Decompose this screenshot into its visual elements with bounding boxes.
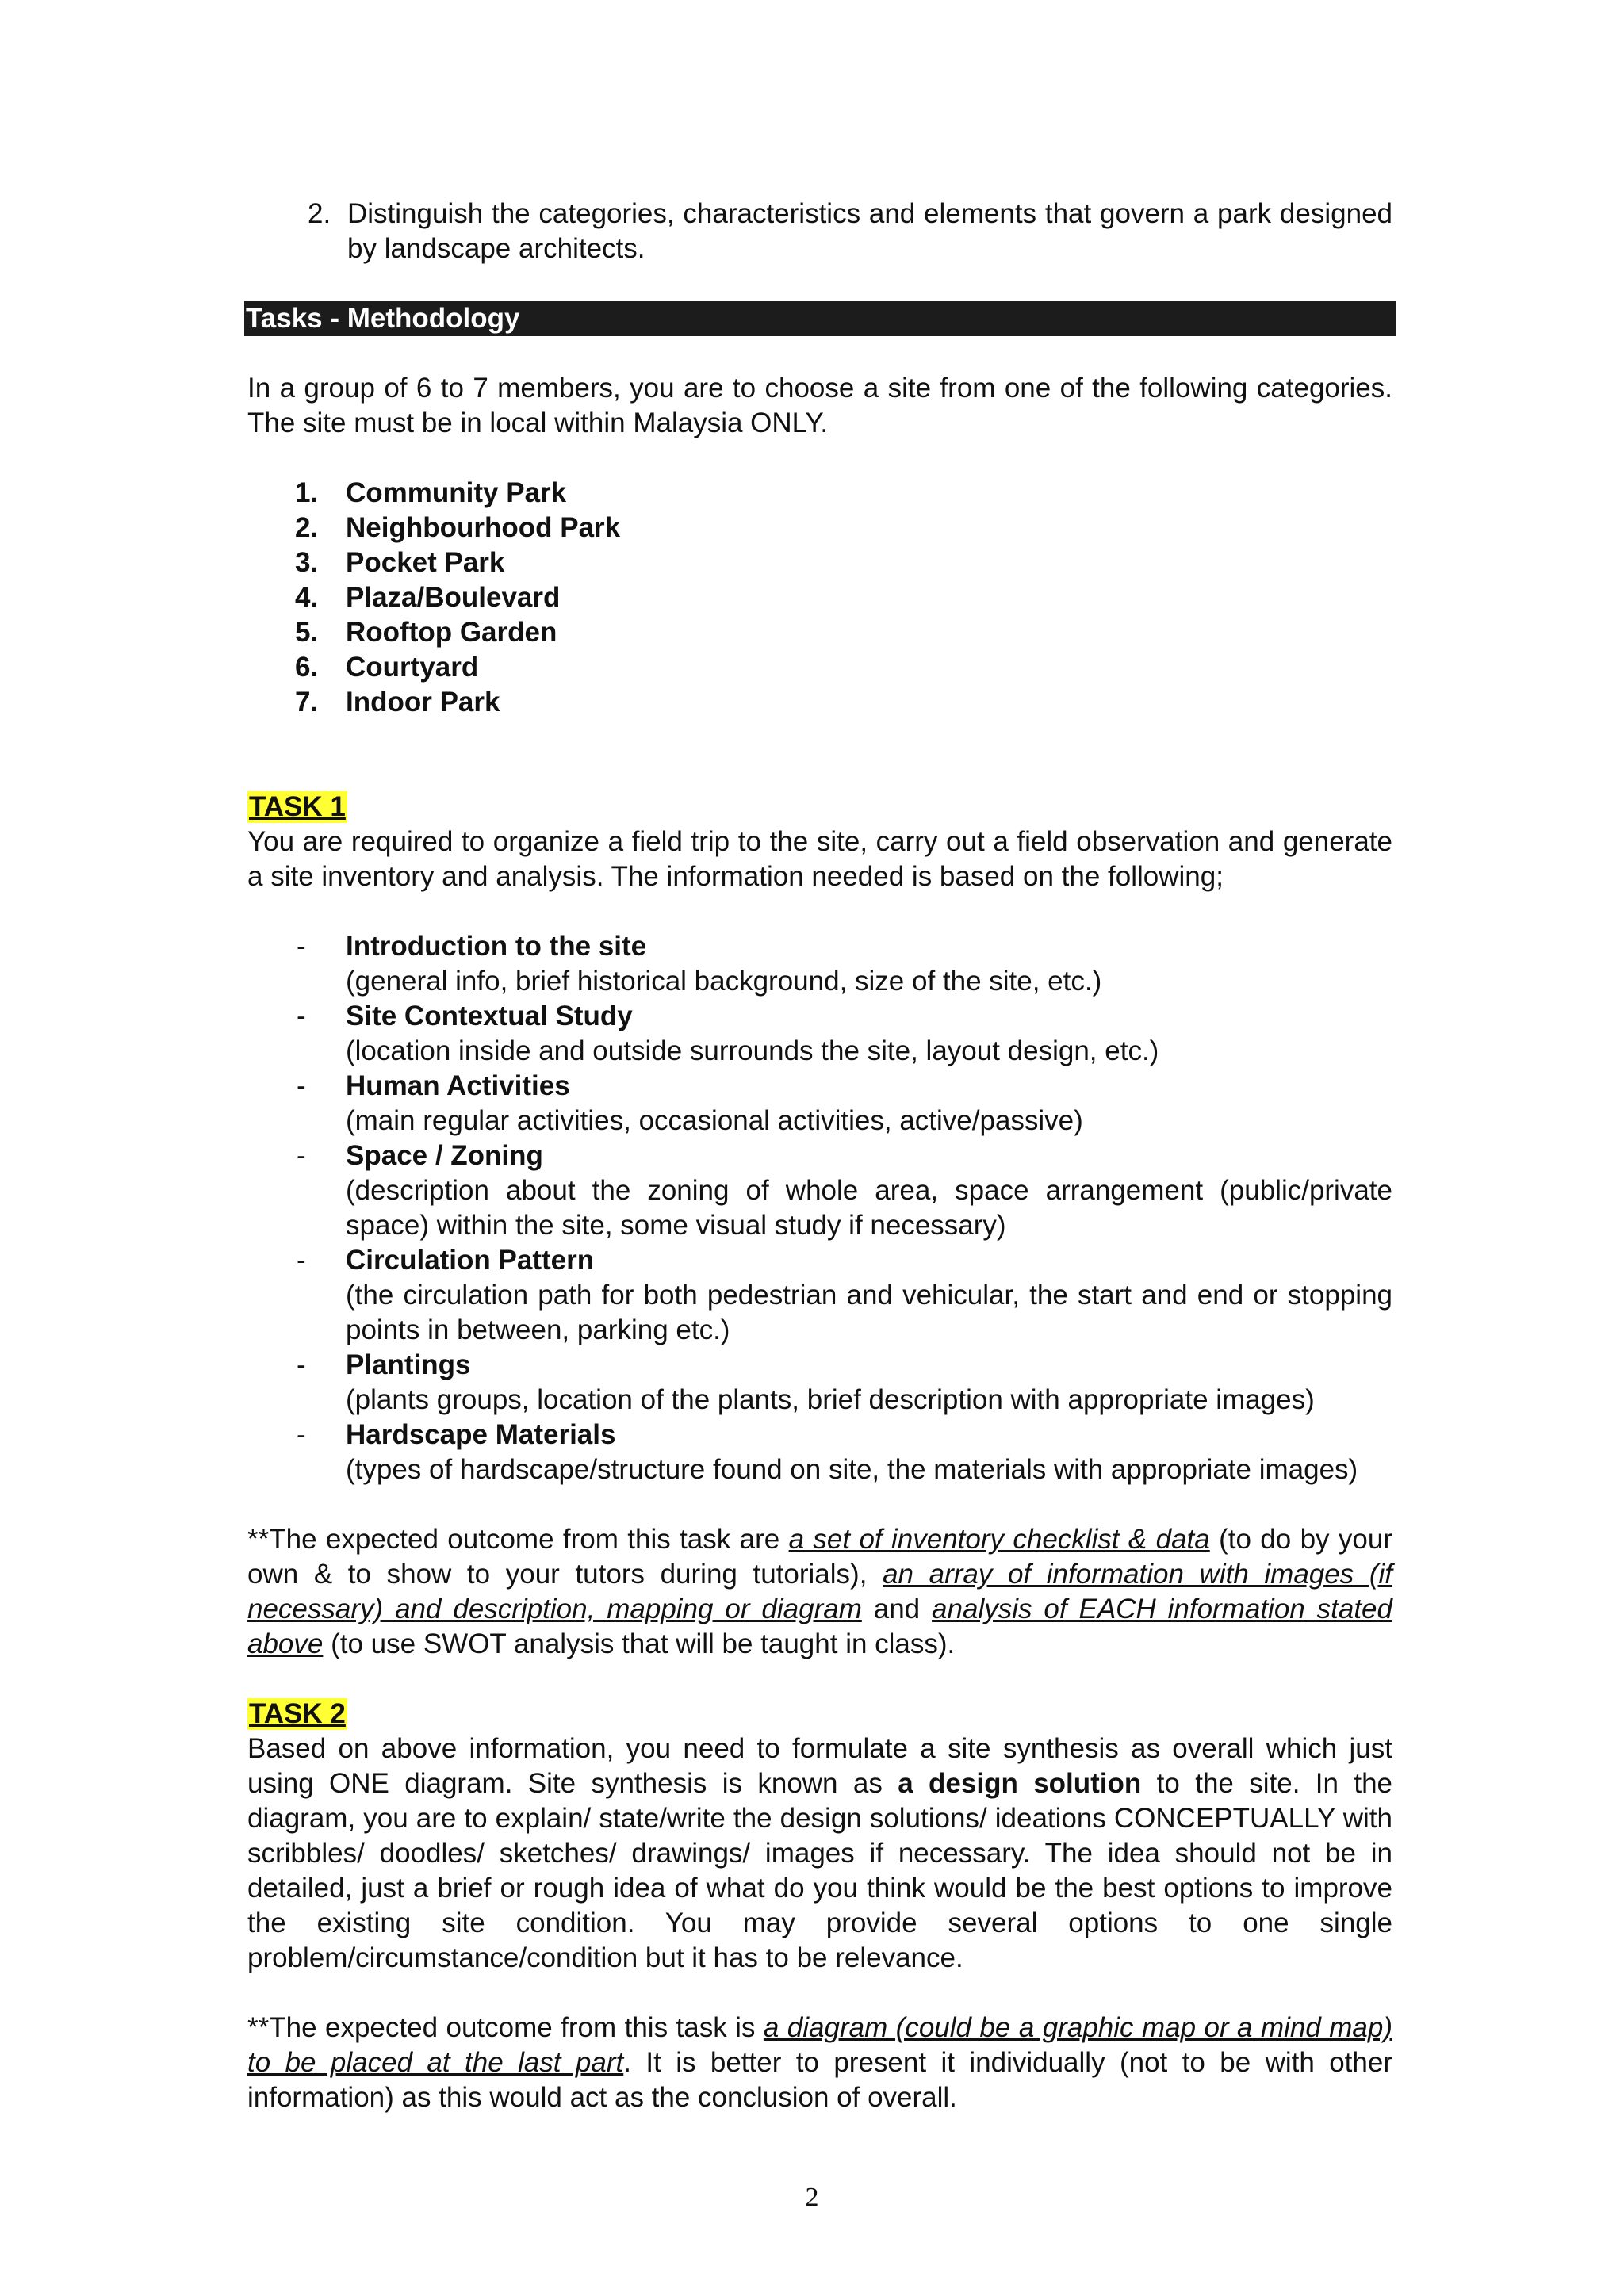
list-item: 4. Plaza/Boulevard (295, 582, 561, 613)
category-list (295, 476, 1392, 720)
list-item: - Space / Zoning (description about the zoning of whole area, space arrangement (public/private space) within the site, some visual study if necessary) (297, 1140, 1392, 1241)
list-item: - Introduction to the site (general info, brief historical background, size of the site, etc.) (297, 931, 1102, 997)
list-item: 1. Community Park (295, 477, 567, 508)
list-item: 6. Courtyard (295, 652, 479, 683)
list-item: - Plantings (plants groups, location of the plants, brief description with appropriate images) (297, 1349, 1315, 1415)
list-item: - Site Contextual Study (location inside and outside surrounds the site, layout design, etc.) (297, 1001, 1159, 1066)
task2-outcome: **The expected outcome from this task is a diagram (could be a graphic map or a mind map) to be placed at the last part. It is better to present it individually (not to be with other information) as this would act as the conclusion of overall. (247, 2012, 1392, 2113)
objective-number: 2. (308, 198, 331, 229)
task1-outcome: **The expected outcome from this task are a set of inventory checklist & data (to do by your own & to show to your tutors during tutorials), an array of information with images (if necessary) and description, mapping or diagram and analysis of EACH information stated above (to use SWOT analysis that will be taught in class). (247, 1524, 1392, 1659)
objective-text: Distinguish the categories, characteristics and elements that govern a park designed by landscape architects. (347, 198, 1392, 264)
list-item: - Human Activities (main regular activities, occasional activities, active/passive) (297, 1070, 1083, 1136)
list-item: - Hardscape Materials (types of hardscape/structure found on site, the materials with appropriate images) (297, 1419, 1358, 1485)
list-item: 7. Indoor Park (295, 687, 500, 718)
task1-requirements-list (247, 929, 1392, 1487)
list-item: 2. Neighbourhood Park (295, 512, 621, 543)
intro-paragraph: In a group of 6 to 7 members, you are to choose a site from one of the following categories. The site must be in local within Malaysia ONLY. (247, 373, 1392, 438)
section-title-bar: Tasks - Methodology (244, 301, 1396, 336)
document-page (247, 197, 1392, 2115)
task2-body: Based on above information, you need to formulate a site synthesis as overall which just using ONE diagram. Site synthesis is known as a design solution to the site. In the diagram, you are to explain/ state/write the design solutions/ ideations CONCEPTUALLY with scribbles/ doodles/ sketches/ drawings/ images if necessary. The idea should not be in detailed, just a brief or rough idea of what do you think would be the best options to improve the existing site condition. You may provide several options to one single problem/circumstance/condition but it has to be relevance. (247, 1733, 1392, 1973)
page-number: 2 (805, 2183, 819, 2212)
list-item: 5. Rooftop Garden (295, 617, 557, 648)
task1-intro: You are required to organize a field trip to the site, carry out a field observation and generate a site inventory and analysis. The information needed is based on the following; (247, 826, 1392, 892)
task1-label: TASK 1 (249, 791, 346, 822)
objective-item (308, 197, 1392, 266)
list-item: 3. Pocket Park (295, 547, 505, 578)
list-item: - Circulation Pattern (the circulation path for both pedestrian and vehicular, the start and end or stopping points in between, parking etc.) (297, 1245, 1392, 1345)
task2-label: TASK 2 (249, 1698, 346, 1729)
